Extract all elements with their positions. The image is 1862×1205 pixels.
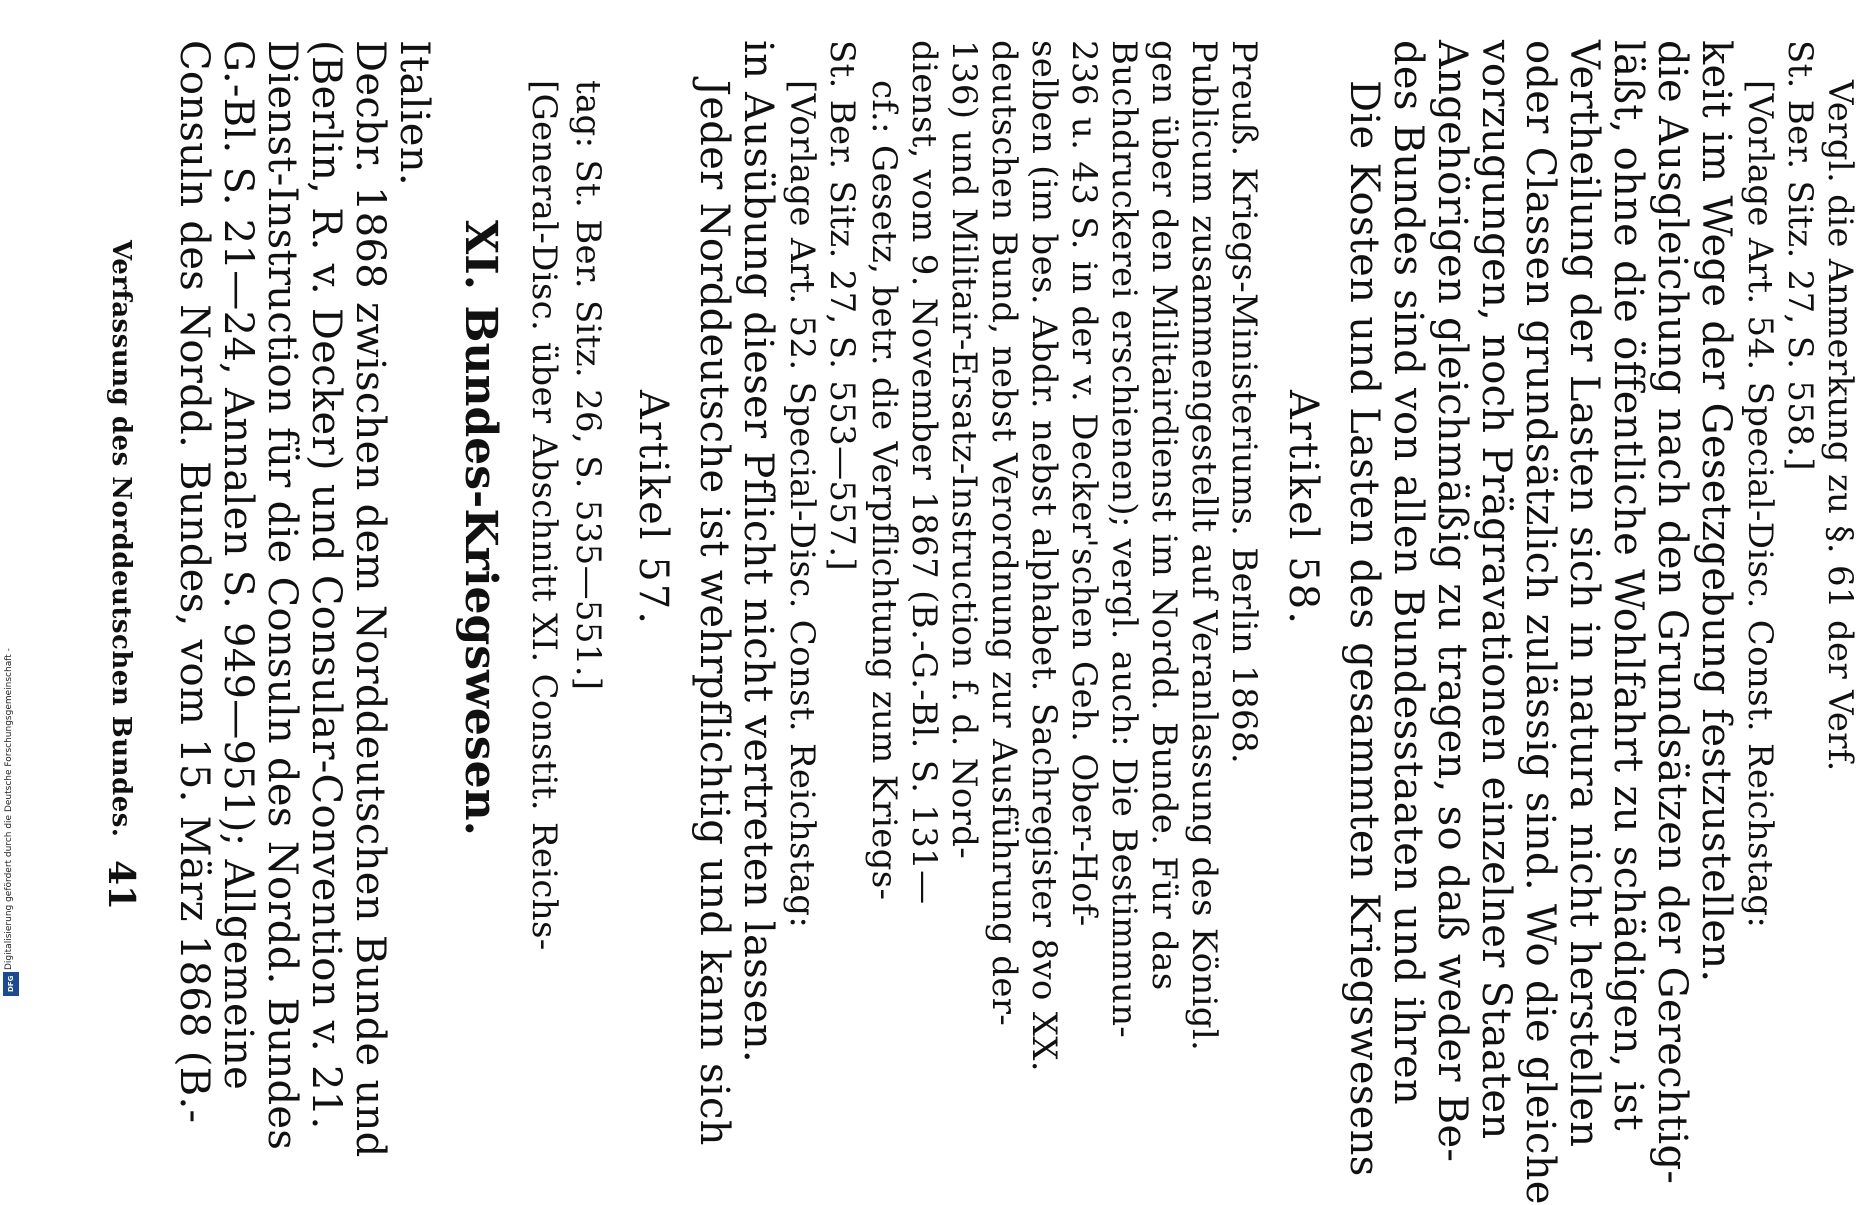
article-57-note-line: [Vorlage Art. 52. Special-Disc. Const. Reichstag: <box>782 80 822 929</box>
section-note-line: tag: St. Ber. Sitz. 26, S. 535—551.] <box>568 80 608 691</box>
article-57-ref-line: cf.: Gesetz, betr. die Verpflichtung zum Kriegs- <box>864 80 904 901</box>
article-57-ref-line: dienst, vom 9. November 1867 (B.-G.-Bl. S. 131— <box>904 40 944 905</box>
intro-line: Italien. <box>391 40 437 186</box>
intro-line: G.-Bl. S. 21—24, Annalen S. 949—951); Allgemeine <box>215 40 261 1091</box>
article-57-heading: Artikel 57. <box>630 390 676 626</box>
article-57-ref-line: Publicum zusammengestellt auf Veranlassung des Königl. <box>1184 40 1224 1052</box>
dfg-logo: DFG <box>3 972 19 996</box>
article-58-note-line: St. Ber. Sitz. 27, S. 558.] <box>1780 40 1820 471</box>
article-57-body-line: in Ausübung dieser Pflicht nicht vertreten lassen. <box>735 40 781 1063</box>
section-note-line: [General-Disc. über Abschnitt XI. Constit. Reichs- <box>524 80 564 951</box>
article-57-ref-line: selben (im bes. Abdr. nebst alphabet. Sachregister 8vo XX. <box>1024 40 1064 1072</box>
running-head: Verfassung des Norddeutschen Bundes. <box>106 240 136 838</box>
article-58-body-line: Die Kosten und Lasten des gesammten Kriegswesens <box>1341 80 1387 1177</box>
article-57-body-line: Jeder Norddeutsche ist wehrpflichtig und kann sich <box>691 80 737 1146</box>
article-58-body-line: läßt, ohne die öffentliche Wohlfahrt zu schädigen, ist <box>1605 40 1651 1131</box>
article-57-ref-line: Preuß. Kriegs-Ministeriums. Berlin 1868. <box>1224 40 1264 764</box>
article-58-heading: Artikel 58. <box>1280 390 1326 626</box>
intro-line: Decbr. 1868 zwischen dem Norddeutschen Bunde und <box>347 40 393 1158</box>
article-58-body-line: Vertheilung der Lasten sich in natura nicht herstellen <box>1561 40 1607 1148</box>
article-57-ref-line: deutschen Bund, nebst Verordnung zur Ausführung der- <box>984 40 1024 1027</box>
article-57-note-line: St. Ber. Sitz. 27, S. 553—557.] <box>822 40 862 571</box>
dfg-credit-strip <box>0 610 22 1000</box>
intro-line: Consuln des Nordd. Bundes, vom 15. März 1868 (B.- <box>171 40 217 1124</box>
article-57-ref-line: Buchdruckerei erschienen); vergl. auch: Die Bestimmun- <box>1104 40 1144 1039</box>
section-heading: XI. Bundes-Kriegswesen. <box>455 220 506 836</box>
article-58-body-line: oder Classen grundsätzlich zulässig sind. Wo die gleiche <box>1517 40 1563 1205</box>
article-58-body-line: des Bundes sind von allen Bundesstaaten und ihren <box>1385 40 1431 1105</box>
article-58-body-line: keit im Wege der Gesetzgebung festzustellen. <box>1693 40 1739 983</box>
article-57-ref-line: 136) und Militair-Ersatz-Instruction f. d. Nord- <box>944 40 984 860</box>
intro-line: (Berlin, R. v. Decker) und Consular-Convention v. 21. <box>303 40 349 1130</box>
article-58-note-line: [Vorlage Art. 54. Special-Disc. Const. Reichstag: <box>1740 80 1780 929</box>
article-57-ref-line: 236 u. 43 S. in der v. Decker'schen Geh. Ober-Hof- <box>1064 40 1104 927</box>
article-58-note-line: Vergl. die Anmerkung zu §. 61 der Verf. <box>1820 80 1860 772</box>
article-57-ref-line: gen über den Militairdienst im Nordd. Bunde. Für das <box>1144 40 1184 991</box>
article-58-body-line: Angehörigen gleichmäßig zu tragen, so daß weder Be- <box>1429 40 1475 1163</box>
article-58-body-line: die Ausgleichung nach den Grundsätzen der Gerechtig- <box>1649 40 1695 1185</box>
dfg-credit-text: Digitalisierung gefördert durch die Deutsche Forschungsgemeinschaft - <box>4 648 14 970</box>
article-58-body-line: vorzugungen, noch Prägravationen einzelner Staaten <box>1473 40 1519 1140</box>
page-number: 41 <box>100 860 142 911</box>
intro-line: Dienst-Instruction für die Consuln des Nordd. Bundes <box>259 40 305 1151</box>
